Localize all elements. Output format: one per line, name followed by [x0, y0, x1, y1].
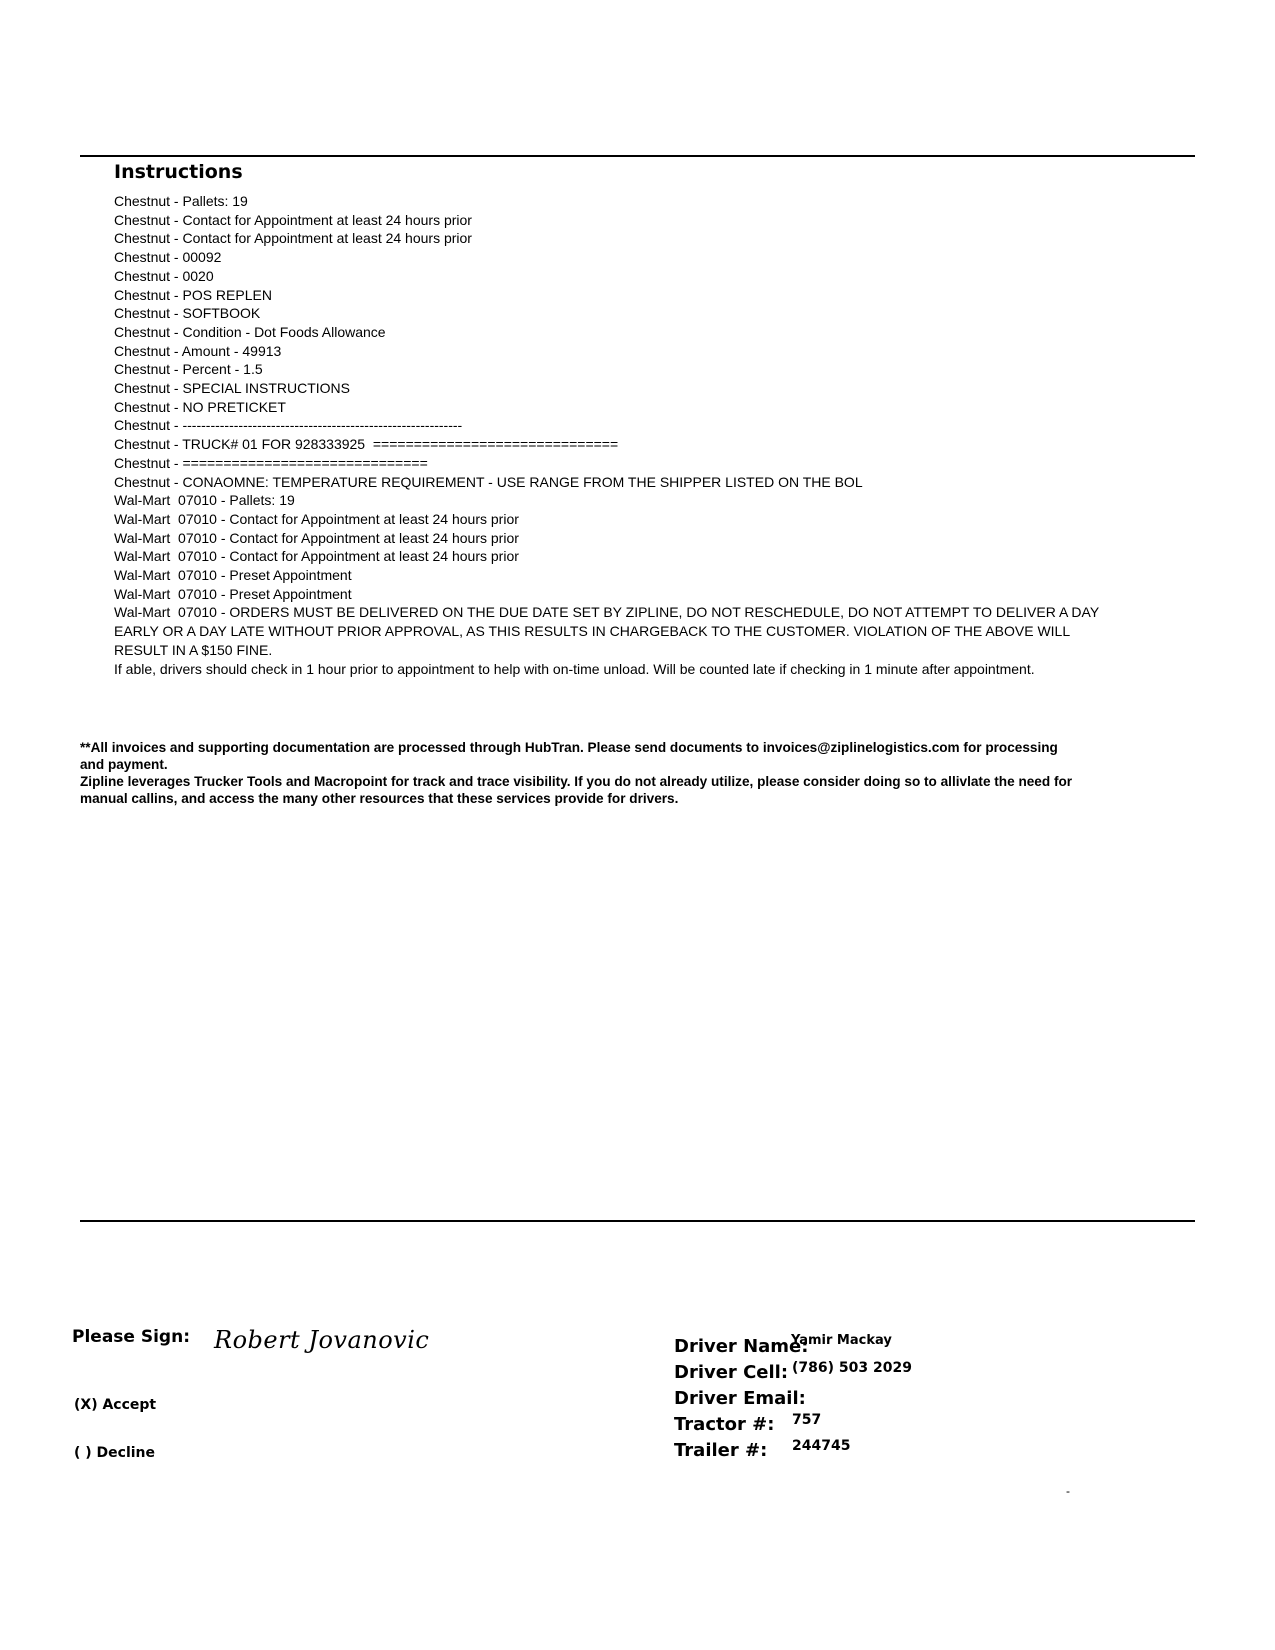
instruction-line: Chestnut - POS REPLEN — [114, 286, 272, 303]
decline-option[interactable]: ( ) Decline — [74, 1445, 156, 1461]
instruction-line: Chestnut - SPECIAL INSTRUCTIONS — [114, 380, 350, 397]
top-divider — [80, 155, 1195, 157]
instruction-line: Chestnut - Contact for Appointment at least 24 hours prior — [114, 230, 472, 247]
instructions-list — [114, 192, 1114, 678]
signature: Robert Jovanovic — [214, 1326, 430, 1354]
instruction-line: Chestnut - Contact for Appointment at least 24 hours prior — [114, 211, 472, 228]
instruction-line: Chestnut - Amount - 49913 — [114, 342, 282, 359]
tractor-label: Tractor #: — [674, 1414, 775, 1435]
instruction-line: Chestnut - 00092 — [114, 249, 222, 266]
accept-option[interactable]: (X) Accept — [74, 1397, 157, 1413]
instruction-line: Chestnut - SOFTBOOK — [114, 305, 261, 322]
instruction-line: Wal-Mart 07010 - Contact for Appointment at least 24 hours prior — [114, 529, 519, 546]
instruction-line: Wal-Mart 07010 - Pallets: 19 — [114, 492, 295, 509]
instruction-line: Wal-Mart 07010 - ORDERS MUST BE DELIVERED ON THE DUE DATE SET BY ZIPLINE, DO NOT RESCHEDULE, DO NOT ATTEMPT TO DELIVER A DAY EARLY OR A DAY LATE WITHOUT PRIOR APPROVAL, AS THIS RESULTS IN CHARGEBACK TO THE CUSTOMER. VIOLATION OF THE ABOVE WILL RESULT IN A $150 FINE. — [114, 604, 1103, 658]
footer-mark: - — [1066, 1484, 1070, 1498]
bottom-divider — [80, 1220, 1195, 1222]
instruction-line: Chestnut - NO PRETICKET — [114, 398, 286, 415]
instruction-line: Wal-Mart 07010 - Preset Appointment — [114, 567, 352, 584]
instruction-line: Chestnut - ============================== — [114, 454, 428, 471]
driver-cell-label: Driver Cell: — [674, 1362, 789, 1383]
driver-name-label: Driver Name: — [674, 1336, 809, 1357]
instruction-line: Wal-Mart 07010 - Contact for Appointment at least 24 hours prior — [114, 548, 519, 565]
driver-name-value: Yamir Mackay — [791, 1333, 892, 1348]
instruction-line: Chestnut - ------------------------------------------------------------ — [114, 417, 463, 434]
instruction-line: Chestnut - CONAOMNE: TEMPERATURE REQUIREMENT - USE RANGE FROM THE SHIPPER LISTED ON THE BOL — [114, 473, 863, 490]
notes-block — [80, 739, 1080, 807]
instruction-line: Chestnut - Pallets: 19 — [114, 193, 248, 209]
instruction-line: Chestnut - 0020 — [114, 267, 214, 284]
sign-label: Please Sign: — [72, 1327, 190, 1347]
tracking-note: Zipline leverages Trucker Tools and Macropoint for track and trace visibility. If you do not already utilize, please consider doing so to allivlate the need for manual callins, and access the many other resources that these services provide for drivers. — [80, 774, 1073, 806]
driver-cell-value: (786) 503 2029 — [792, 1360, 912, 1376]
instruction-line: Wal-Mart 07010 - Contact for Appointment at least 24 hours prior — [114, 510, 519, 527]
instructions-title: Instructions — [114, 161, 243, 183]
instruction-line: Chestnut - TRUCK# 01 FOR 928333925 ============================== — [114, 436, 619, 453]
driver-email-label: Driver Email: — [674, 1388, 806, 1409]
tractor-value: 757 — [792, 1412, 822, 1428]
trailer-value: 244745 — [792, 1438, 851, 1454]
instruction-line: Chestnut - Condition - Dot Foods Allowance — [114, 323, 386, 340]
trailer-label: Trailer #: — [674, 1440, 768, 1461]
instruction-line: If able, drivers should check in 1 hour prior to appointment to help with on-time unload. Will be counted late if checking in 1 minute after appointment. — [114, 660, 1035, 677]
instruction-line: Chestnut - Percent - 1.5 — [114, 361, 263, 378]
instruction-line: Wal-Mart 07010 - Preset Appointment — [114, 585, 352, 602]
hubtran-note: **All invoices and supporting documentation are processed through HubTran. Please send documents to invoices@ziplinelogistics.com for processing and payment. — [80, 740, 1058, 772]
